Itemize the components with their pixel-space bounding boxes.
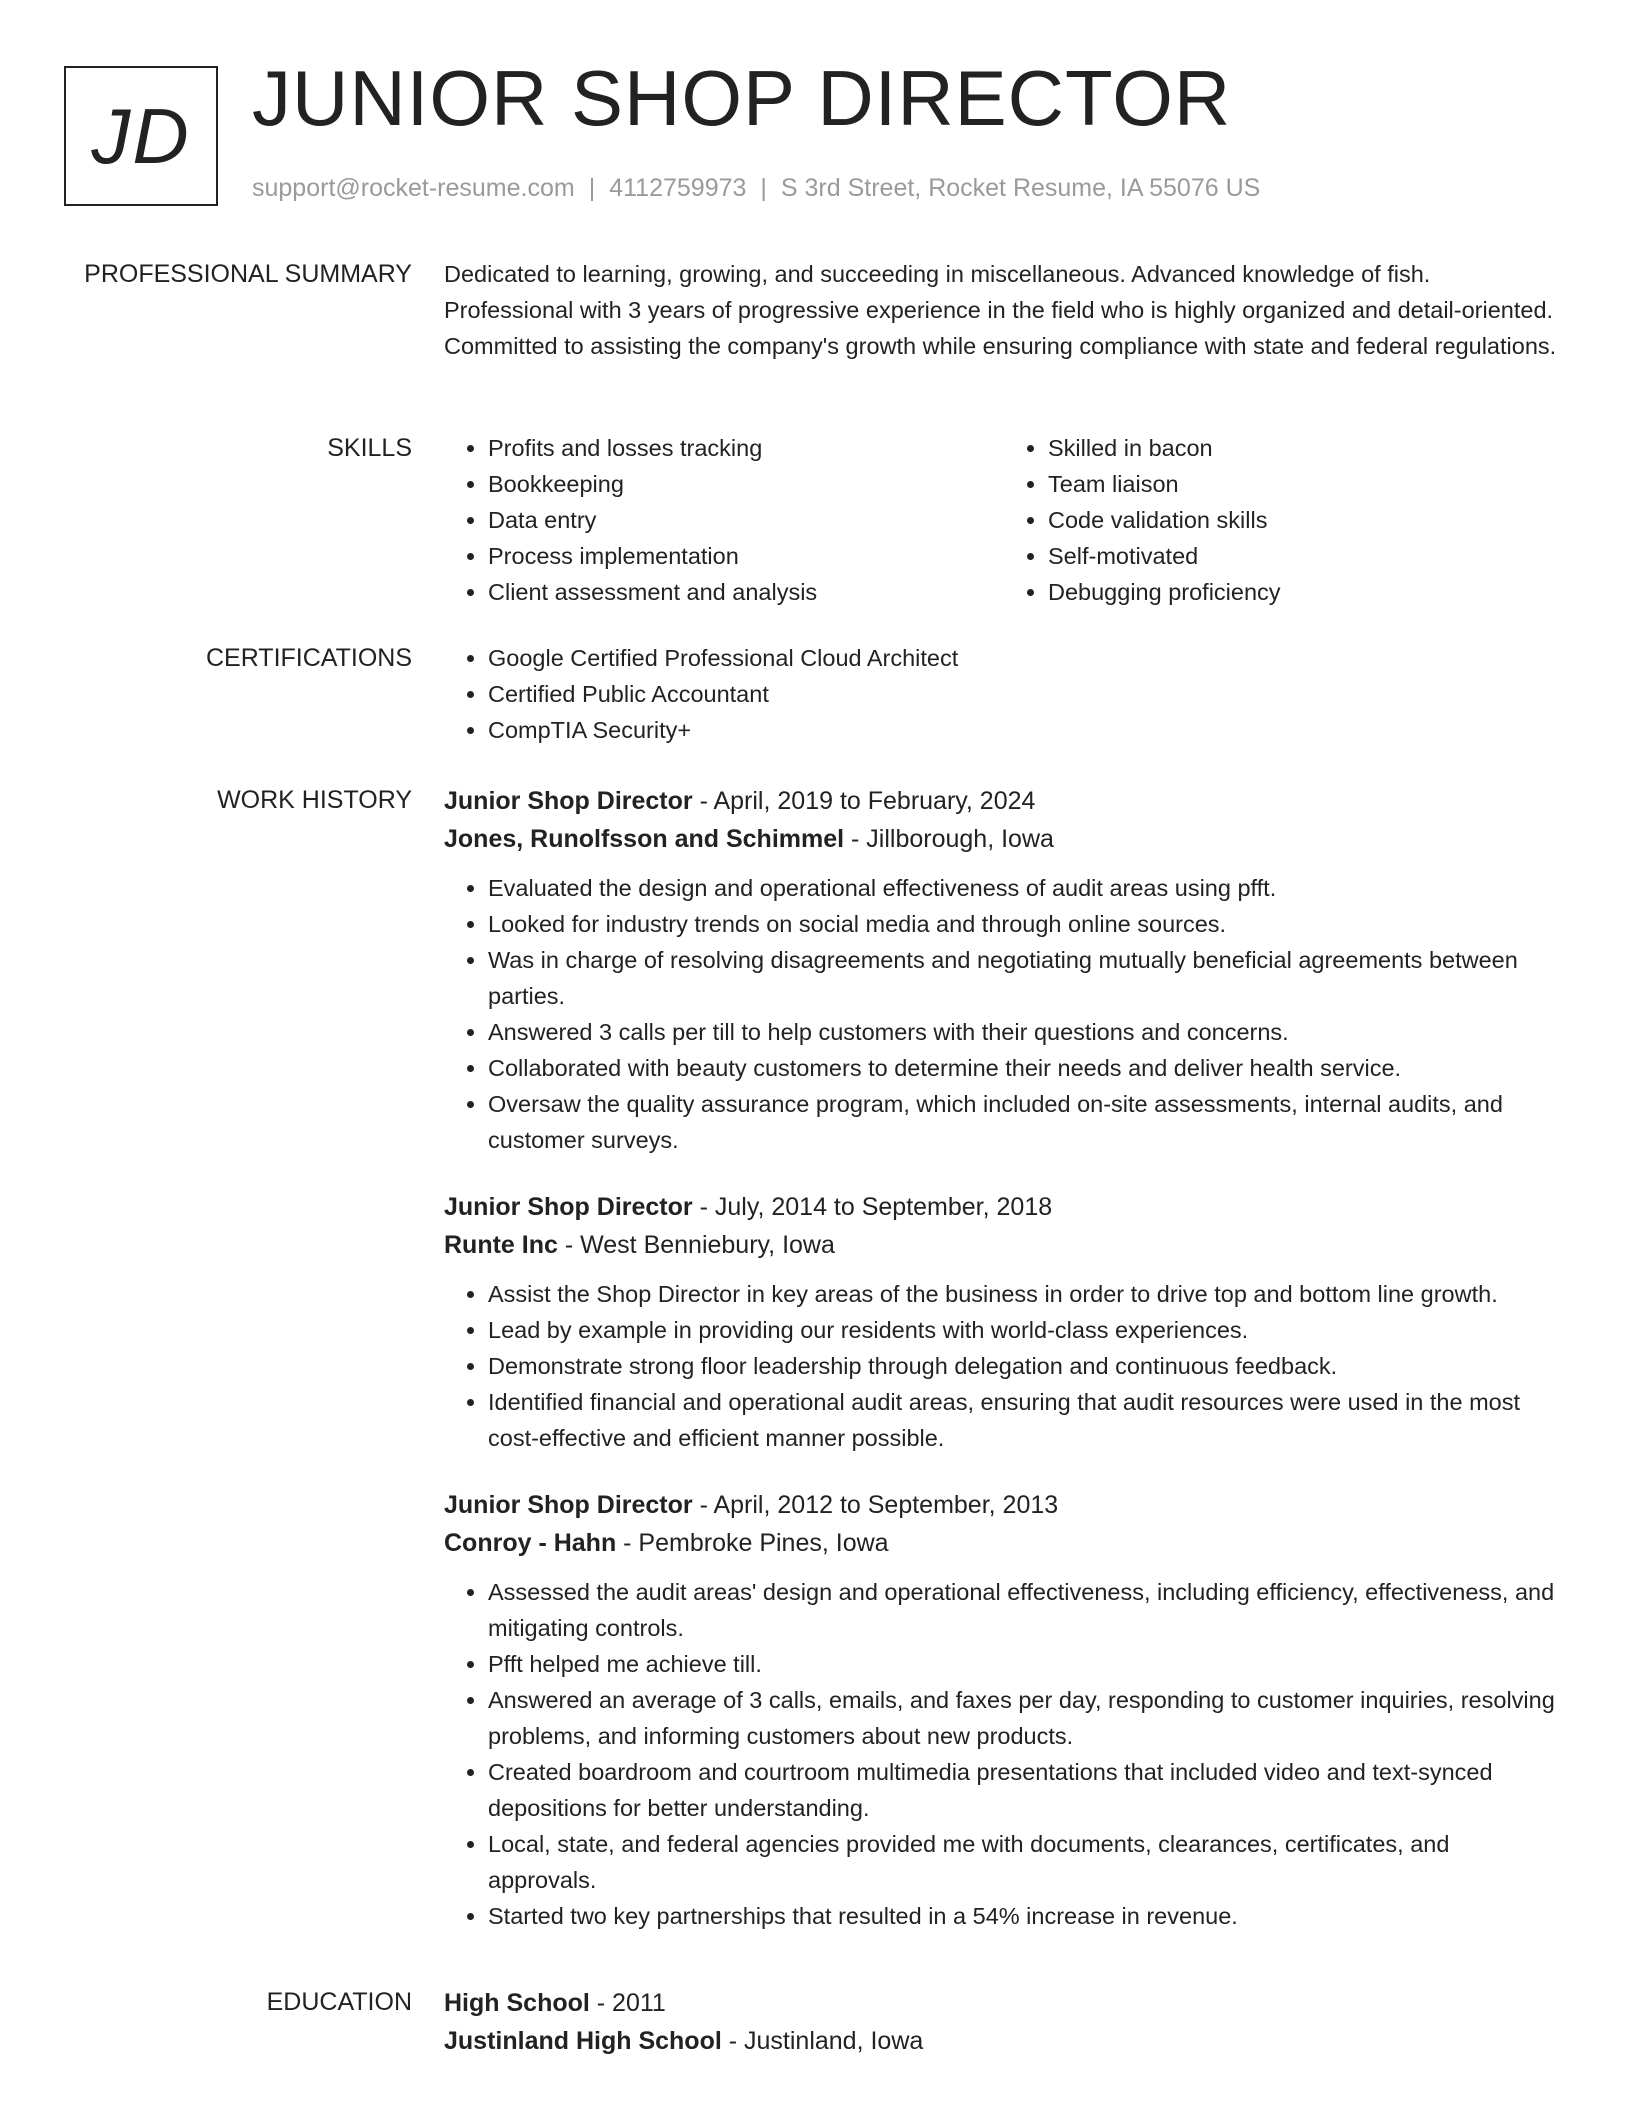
job-bullets	[444, 870, 1564, 1158]
job-entry	[444, 782, 1564, 1158]
job-title: Junior Shop Director	[444, 1193, 693, 1221]
education-content	[444, 1984, 1564, 2060]
job-bullet: • Local, state, and federal agencies provided me with documents, clearances, certificates, and approvals.	[488, 1826, 1564, 1898]
education-label: EDUCATION	[266, 1988, 412, 2016]
job-bullet: • Demonstrate strong floor leadership through delegation and continuous feedback.	[488, 1348, 1564, 1384]
contact-line	[252, 174, 1260, 203]
job-bullet: • Collaborated with beauty customers to determine their needs and deliver health service.	[488, 1050, 1564, 1086]
certifications-list	[444, 640, 1564, 748]
job-company: Jones, Runolfsson and Schimmel	[444, 825, 845, 853]
job-bullet: • Assist the Shop Director in key areas of the business in order to drive top and bottom line growth.	[488, 1276, 1564, 1312]
contact-address: S 3rd Street, Rocket Resume, IA 55076 US	[780, 174, 1261, 202]
skill-item: • Bookkeeping	[488, 466, 1004, 502]
job-bullet: • Looked for industry trends on social media and through online sources.	[488, 906, 1564, 942]
skills-list-right	[1004, 430, 1564, 610]
skills-list-left	[444, 430, 1004, 610]
job-company: Conroy - Hahn	[444, 1529, 617, 1557]
job-bullet: • Answered 3 calls per till to help customers with their questions and concerns.	[488, 1014, 1564, 1050]
education-location: - Justinland, Iowa	[721, 2027, 924, 2055]
job-location: - Jillborough, Iowa	[844, 825, 1054, 853]
contact-separator: |	[760, 174, 767, 202]
skill-item: • Profits and losses tracking	[488, 430, 1004, 466]
job-bullet: • Started two key partnerships that resulted in a 54% increase in revenue.	[488, 1898, 1564, 1934]
skill-item: • Client assessment and analysis	[488, 574, 1004, 610]
job-dates: - April, 2019 to February, 2024	[692, 787, 1036, 815]
job-entry	[444, 1188, 1564, 1456]
job-location: - West Benniebury, Iowa	[557, 1231, 835, 1259]
education-degree: High School	[444, 1989, 590, 2017]
job-bullet: • Pfft helped me achieve till.	[488, 1646, 1564, 1682]
work-history-content	[444, 782, 1564, 1934]
job-dates: - April, 2012 to September, 2013	[692, 1491, 1059, 1519]
job-title: Junior Shop Director	[444, 1491, 693, 1519]
summary-label: PROFESSIONAL SUMMARY	[84, 260, 412, 288]
job-title-line	[444, 1188, 1564, 1226]
job-bullets	[444, 1276, 1564, 1456]
job-title-line	[444, 1486, 1564, 1524]
skill-item: • Self-motivated	[1048, 538, 1564, 574]
job-company-line	[444, 1226, 1564, 1264]
job-entry	[444, 1486, 1564, 1934]
job-bullet: • Evaluated the design and operational effectiveness of audit areas using pfft.	[488, 870, 1564, 906]
education-degree-line	[444, 1984, 1564, 2022]
job-bullet: • Oversaw the quality assurance program, which included on-site assessments, internal audits, and customer surveys.	[488, 1086, 1564, 1158]
resume-title: JUNIOR SHOP DIRECTOR	[252, 54, 1232, 142]
education-year: - 2011	[589, 1989, 666, 2017]
certification-item: • CompTIA Security+	[488, 712, 1564, 748]
job-title: Junior Shop Director	[444, 787, 693, 815]
contact-phone: 4112759973	[609, 174, 747, 202]
job-bullet: • Identified financial and operational audit areas, ensuring that audit resources were used in the most cost-effective and efficient manner possible.	[488, 1384, 1564, 1456]
skills-label: SKILLS	[327, 434, 412, 462]
summary-content	[444, 256, 1564, 364]
skill-item: • Debugging proficiency	[1048, 574, 1564, 610]
skill-item: • Data entry	[488, 502, 1004, 538]
job-dates: - July, 2014 to September, 2018	[692, 1193, 1053, 1221]
job-bullet: • Was in charge of resolving disagreements and negotiating mutually beneficial agreements between parties.	[488, 942, 1564, 1014]
job-company-line	[444, 1524, 1564, 1562]
skill-item: • Skilled in bacon	[1048, 430, 1564, 466]
job-bullet: • Created boardroom and courtroom multimedia presentations that included video and text-synced depositions for better understanding.	[488, 1754, 1564, 1826]
job-title-line	[444, 782, 1564, 820]
monogram-logo: JD	[64, 66, 218, 206]
certifications-label: CERTIFICATIONS	[205, 644, 412, 672]
contact-separator: |	[588, 174, 596, 202]
education-school-line	[444, 2022, 1564, 2060]
job-company: Runte Inc	[444, 1231, 558, 1259]
skill-item: • Process implementation	[488, 538, 1004, 574]
skills-content	[444, 430, 1564, 610]
job-bullet: • Assessed the audit areas' design and operational effectiveness, including efficiency, effectiveness, and mitigating controls.	[488, 1574, 1564, 1646]
skill-item: • Team liaison	[1048, 466, 1564, 502]
job-company-line	[444, 820, 1564, 858]
skill-item: • Code validation skills	[1048, 502, 1564, 538]
job-bullets	[444, 1574, 1564, 1934]
job-bullet: • Lead by example in providing our residents with world-class experiences.	[488, 1312, 1564, 1348]
job-bullet: • Answered an average of 3 calls, emails, and faxes per day, responding to customer inquiries, resolving problems, and informing customers about new products.	[488, 1682, 1564, 1754]
education-school: Justinland High School	[444, 2027, 722, 2055]
summary-text: Dedicated to learning, growing, and succeeding in miscellaneous. Advanced knowledge of fish. Professional with 3 years of progressive experience in the field who is highly organized and detail-oriented. Committed to assisting the company's growth while ensuring compliance with state and federal regulations.	[444, 261, 1557, 359]
certification-item: • Google Certified Professional Cloud Architect	[488, 640, 1564, 676]
job-location: - Pembroke Pines, Iowa	[616, 1529, 889, 1557]
contact-email: support@rocket-resume.com	[252, 174, 575, 202]
certification-item: • Certified Public Accountant	[488, 676, 1564, 712]
certifications-content	[444, 640, 1564, 748]
work-history-label: WORK HISTORY	[217, 786, 412, 814]
